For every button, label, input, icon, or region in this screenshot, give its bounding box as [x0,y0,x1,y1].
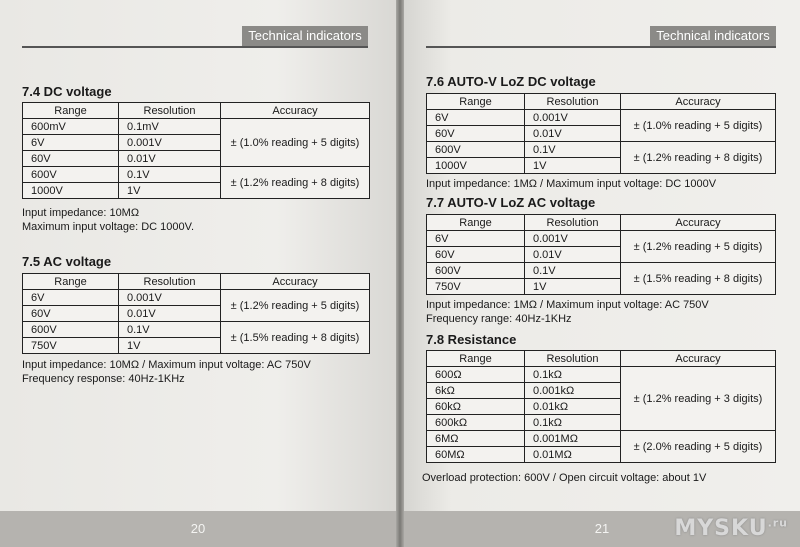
watermark-suffix: .ru [767,516,788,530]
accuracy-cell: ± (1.0% reading + 5 digits) [221,119,370,167]
accuracy-cell: ± (1.5% reading + 8 digits) [221,322,370,354]
ac-voltage-title: 7.5 AC voltage [22,254,112,269]
col-accuracy: Accuracy [621,215,776,231]
col-range: Range [427,94,525,110]
table-row [23,167,370,183]
range-cell: 600mV [23,119,119,135]
resolution-cell: 0.001V [119,135,221,151]
book-gutter [396,0,404,547]
dc-voltage-title: 7.4 DC voltage [22,84,112,99]
table-row [23,290,370,306]
range-cell: 60V [427,247,525,263]
range-cell: 750V [23,338,119,354]
col-resolution: Resolution [525,94,621,110]
range-cell: 60V [23,306,119,322]
resolution-cell: 0.001kΩ [525,383,621,399]
page-number-left: 20 [0,511,396,547]
ac-note-frequency: Frequency response: 40Hz-1KHz [22,373,185,385]
left-page [0,0,396,547]
table-row [427,367,776,383]
resolution-cell: 0.01MΩ [525,447,621,463]
table-row [427,110,776,126]
section-tab-left: Technical indicators [242,26,368,46]
right-page [404,0,800,547]
col-range: Range [23,274,119,290]
table-header-row [23,274,370,290]
range-cell: 6V [427,110,525,126]
page-number-right: 21 [404,511,800,547]
resistance-title: 7.8 Resistance [426,332,517,347]
loz-ac-title: 7.7 AUTO-V LoZ AC voltage [426,195,596,210]
loz-ac-table [426,214,776,295]
resolution-cell: 0.001V [119,290,221,306]
table-row [427,142,776,158]
col-resolution: Resolution [525,215,621,231]
range-cell: 6V [427,231,525,247]
col-accuracy: Accuracy [221,103,370,119]
range-cell: 600V [427,142,525,158]
loz-ac-note-impedance: Input impedance: 1MΩ / Maximum input voltage: AC 750V [426,299,709,311]
range-cell: 60V [23,151,119,167]
resolution-cell: 0.001V [525,110,621,126]
resolution-cell: 1V [119,338,221,354]
section-tab-right: Technical indicators [650,26,776,46]
resolution-cell: 0.1mV [119,119,221,135]
range-cell: 1000V [427,158,525,174]
col-accuracy: Accuracy [621,94,776,110]
resistance-table [426,350,776,463]
col-accuracy: Accuracy [221,274,370,290]
resolution-cell: 0.01V [525,247,621,263]
accuracy-cell: ± (1.2% reading + 8 digits) [621,142,776,174]
table-header-row [427,215,776,231]
ac-voltage-table [22,273,370,354]
accuracy-cell: ± (1.2% reading + 5 digits) [621,231,776,263]
range-cell: 6MΩ [427,431,525,447]
resolution-cell: 0.1kΩ [525,367,621,383]
range-cell: 6kΩ [427,383,525,399]
accuracy-cell: ± (1.2% reading + 8 digits) [221,167,370,199]
ac-note-impedance: Input impedance: 10MΩ / Maximum input voltage: AC 750V [22,359,311,371]
range-cell: 600V [23,167,119,183]
table-header-row [427,351,776,367]
dc-voltage-table [22,102,370,199]
table-row [427,263,776,279]
resolution-cell: 0.01kΩ [525,399,621,415]
range-cell: 600V [427,263,525,279]
range-cell: 6V [23,290,119,306]
col-accuracy: Accuracy [621,351,776,367]
range-cell: 600V [23,322,119,338]
range-cell: 60V [427,126,525,142]
table-row [427,231,776,247]
range-cell: 750V [427,279,525,295]
accuracy-cell: ± (1.5% reading + 8 digits) [621,263,776,295]
loz-dc-note: Input impedance: 1MΩ / Maximum input voltage: DC 1000V [426,178,717,190]
range-cell: 600Ω [427,367,525,383]
table-row [23,322,370,338]
resistance-note: Overload protection: 600V / Open circuit voltage: about 1V [422,472,707,484]
range-cell: 60kΩ [427,399,525,415]
range-cell: 60MΩ [427,447,525,463]
col-range: Range [23,103,119,119]
col-range: Range [427,215,525,231]
range-cell: 6V [23,135,119,151]
loz-dc-title: 7.6 AUTO-V LoZ DC voltage [426,74,596,89]
dc-note-impedance: Input impedance: 10MΩ [22,207,140,219]
header-rule [426,46,776,48]
dc-note-max-voltage: Maximum input voltage: DC 1000V. [22,221,195,233]
resolution-cell: 0.01V [119,306,221,322]
resolution-cell: 1V [525,158,621,174]
resolution-cell: 1V [119,183,221,199]
resolution-cell: 0.1V [525,142,621,158]
table-row [23,119,370,135]
accuracy-cell: ± (1.0% reading + 5 digits) [621,110,776,142]
range-cell: 1000V [23,183,119,199]
resolution-cell: 0.01V [119,151,221,167]
col-resolution: Resolution [525,351,621,367]
resolution-cell: 0.01V [525,126,621,142]
loz-ac-note-frequency: Frequency range: 40Hz-1KHz [426,313,572,325]
table-header-row [23,103,370,119]
resolution-cell: 0.1kΩ [525,415,621,431]
accuracy-cell: ± (1.2% reading + 5 digits) [221,290,370,322]
loz-dc-table [426,93,776,174]
resolution-cell: 0.1V [119,167,221,183]
resolution-cell: 1V [525,279,621,295]
col-range: Range [427,351,525,367]
col-resolution: Resolution [119,274,221,290]
watermark-logo [674,516,788,541]
table-header-row [427,94,776,110]
resolution-cell: 0.001MΩ [525,431,621,447]
resolution-cell: 0.001V [525,231,621,247]
col-resolution: Resolution [119,103,221,119]
header-rule [22,46,368,48]
range-cell: 600kΩ [427,415,525,431]
resolution-cell: 0.1V [525,263,621,279]
table-row [427,431,776,447]
accuracy-cell: ± (1.2% reading + 3 digits) [621,367,776,431]
resolution-cell: 0.1V [119,322,221,338]
accuracy-cell: ± (2.0% reading + 5 digits) [621,431,776,463]
watermark-text: MYSKU [674,516,768,541]
